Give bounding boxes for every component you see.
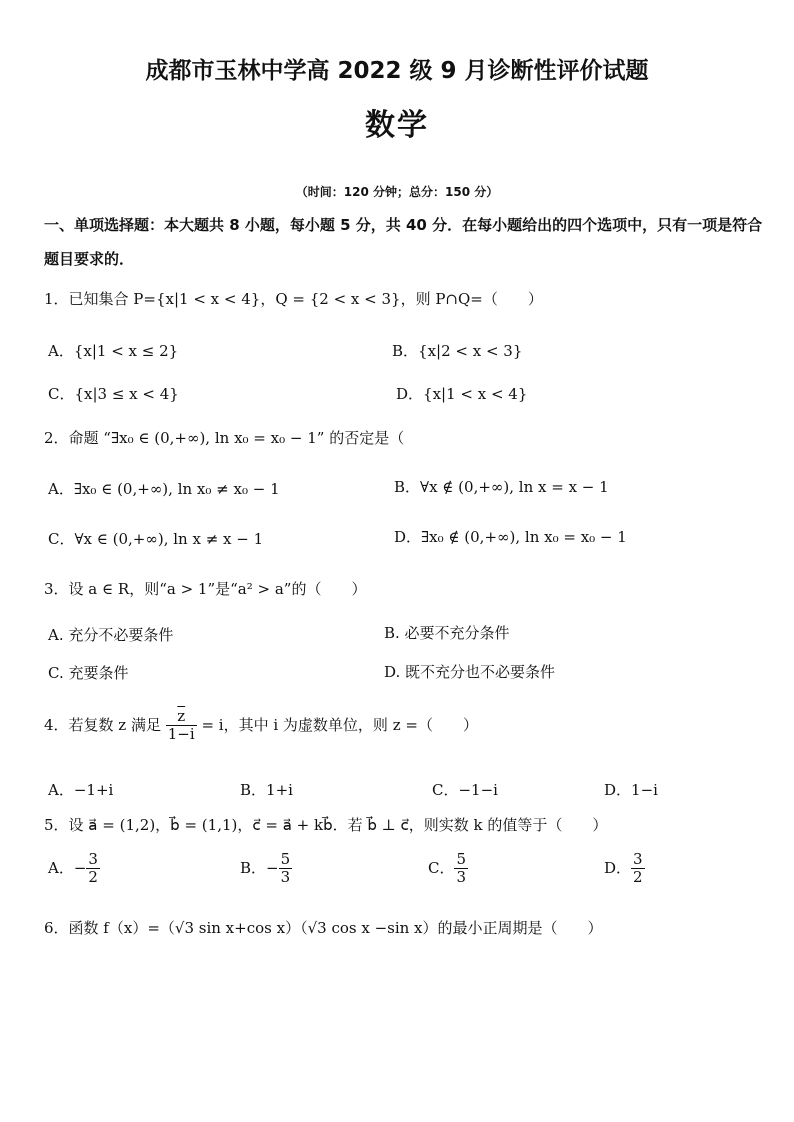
question-1-stem: 1．已知集合 P={x|1 < x < 4}，Q = {2 < x < 3}，则 P∩Q=（ ） xyxy=(44,290,543,308)
question-5-option-b-numerator: 5 xyxy=(280,850,291,868)
section-heading: 一、单项选择题：本大题共 8 小题，每小题 5 分，共 40 分．在每小题给出的四个选项中，只有一项是符合题目要求的． xyxy=(44,216,763,268)
question-5-option-c-denominator: 3 xyxy=(456,868,467,887)
question-5-option-b-denominator: 3 xyxy=(280,868,291,887)
exam-title: 成都市玉林中学高 2022 级 9 月诊断性评价试题 xyxy=(145,58,649,84)
question-5-stem: 5．设 a⃗ = (1,2)，b⃗ = (1,1)，c⃗ = a⃗ + kb⃗．若 b⃗ ⊥ c⃗，则实数 k 的值等于（ ） xyxy=(44,816,608,834)
question-2-option-c: C．∀x ∈ (0,+∞), ln x ≠ x − 1 xyxy=(48,530,264,548)
question-2-option-a: A．∃x₀ ∈ (0,+∞), ln x₀ ≠ x₀ − 1 xyxy=(48,480,280,498)
question-4-option-c: C．−1−i xyxy=(432,781,498,799)
question-4-stem-suffix: = i，其中 i 为虚数单位，则 z =（ ） xyxy=(201,715,478,734)
question-3-option-d: D. 既不充分也不必要条件 xyxy=(384,663,556,681)
question-2-option-b: B．∀x ∉ (0,+∞), ln x = x − 1 xyxy=(394,478,609,496)
question-4-stem-prefix: 4．若复数 z 满足 xyxy=(44,715,161,734)
question-5-option-c-numerator: 5 xyxy=(456,850,467,868)
question-5-option-a-numerator: 3 xyxy=(88,850,98,868)
question-5-option-d-denominator: 2 xyxy=(633,868,643,887)
question-4-option-b: B．1+i xyxy=(240,781,293,799)
question-4-fraction xyxy=(166,708,197,744)
question-2-stem: 2．命题 “∃x₀ ∈ (0,+∞), ln x₀ = x₀ − 1” 的否定是（ xyxy=(44,429,405,447)
time-score-info: （时间：120 分钟；总分：150 分） xyxy=(295,185,499,199)
question-5-option-d-numerator: 3 xyxy=(633,850,643,868)
question-2-option-d: D．∃x₀ ∉ (0,+∞), ln x₀ = x₀ − 1 xyxy=(394,528,627,546)
question-3-option-a: A. 充分不必要条件 xyxy=(48,626,174,644)
question-5-option-a-label: A． xyxy=(48,858,74,877)
subject-title: 数学 xyxy=(365,108,429,143)
question-5-option-c xyxy=(428,851,468,887)
question-5-option-b-label: B． xyxy=(240,858,267,877)
question-5-option-a-sign: − xyxy=(73,858,87,877)
question-4-option-a: A．−1+i xyxy=(48,781,114,799)
question-5-option-a-denominator: 2 xyxy=(88,868,98,887)
question-5-option-b-sign: − xyxy=(266,858,279,877)
question-4-fraction-numerator: $\overline{z}$ xyxy=(166,708,197,726)
question-5-option-d-label: D． xyxy=(604,858,632,877)
question-1-option-b: B．{x|2 < x < 3} xyxy=(392,342,523,360)
question-3-option-b: B. 必要不充分条件 xyxy=(384,624,510,642)
question-3-option-c: C. 充要条件 xyxy=(48,664,129,682)
question-4-option-d: D．1−i xyxy=(604,781,658,799)
question-6-stem: 6．函数 f（x）=（√3 sin x+cos x）（√3 cos x −sin x）的最小正周期是（ ） xyxy=(44,919,603,937)
question-1-option-a: A．{x|1 < x ≤ 2} xyxy=(48,342,179,360)
question-5-option-c-label: C． xyxy=(428,858,455,877)
question-4-stem xyxy=(44,708,478,744)
question-1-option-d: D．{x|1 < x < 4} xyxy=(396,385,528,403)
question-3-stem: 3．设 a ∈ R，则“a > 1”是“a² > a”的（ ） xyxy=(44,580,367,598)
question-5-option-d xyxy=(604,851,645,887)
question-1-option-c: C．{x|3 ≤ x < 4} xyxy=(48,385,179,403)
question-5-option-b xyxy=(240,851,292,887)
question-4-fraction-denominator: 1−i xyxy=(167,725,195,744)
question-5-option-a xyxy=(48,851,100,887)
